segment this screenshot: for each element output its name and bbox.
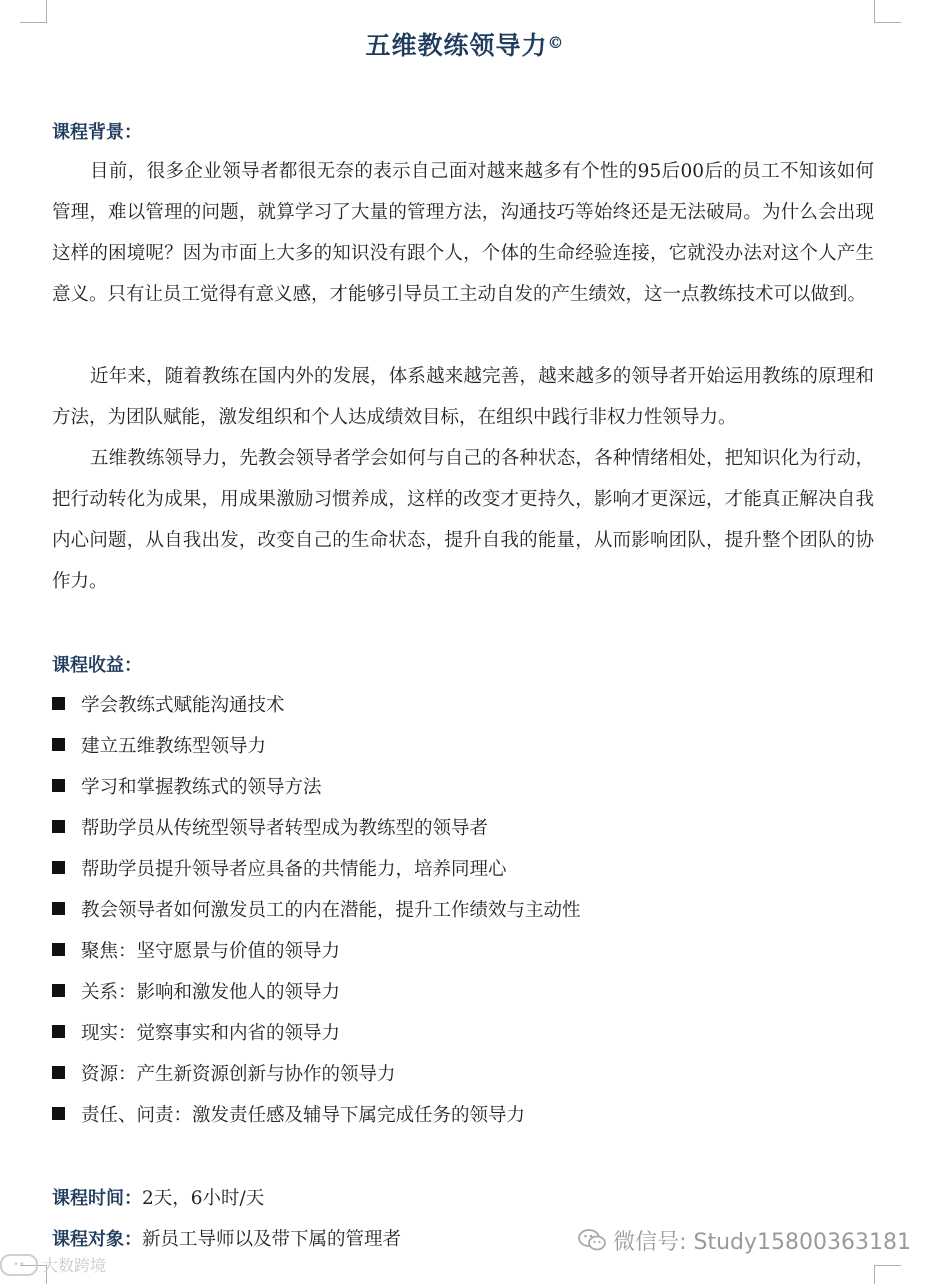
square-bullet-icon	[52, 820, 65, 833]
wechat-watermark	[577, 1222, 911, 1258]
copyright-symbol: ©	[547, 33, 565, 52]
title-text: 五维教练领导力	[365, 31, 548, 60]
background-paragraph-2: 近年来，随着教练在国内外的发展，体系越来越完善，越来越多的领导者开始运用教练的原理和方法，为团队赋能，激发组织和个人达成绩效目标，在组织中践行非权力性领导力。	[52, 366, 874, 428]
square-bullet-icon	[52, 1107, 65, 1120]
list-item: 聚焦：坚守愿景与价值的领导力	[52, 929, 581, 970]
course-time	[52, 1184, 264, 1210]
watermark-text: 微信号: Study15800363181	[613, 1229, 911, 1255]
benefits-heading: 课程收益：	[52, 655, 142, 676]
list-item: 学会教练式赋能沟通技术	[52, 683, 581, 724]
list-item: 现实：觉察事实和内省的领导力	[52, 1011, 581, 1052]
square-bullet-icon	[52, 902, 65, 915]
brand-logo	[0, 1253, 106, 1276]
square-bullet-icon	[52, 943, 65, 956]
square-bullet-icon	[52, 738, 65, 751]
brand-logo-icon: ••	[0, 1254, 38, 1276]
course-time-label: 课程时间：	[52, 1188, 142, 1209]
background-paragraph-1: 目前，很多企业领导者都很无奈的表示自己面对越来越多有个性的95后00后的员工不知该如何管理，难以管理的问题，就算学习了大量的管理方法，沟通技巧等始终还是无法破局。为什么会出现这样的困境呢？因为市面上大多的知识没有跟个人，个体的生命经验连接，它就没办法对这个人产生意义。只有让员工觉得有意义感，才能够引导员工主动自发的产生绩效，这一点教练技术可以做到。	[52, 161, 874, 305]
brand-logo-text: 大数跨境	[42, 1256, 107, 1275]
square-bullet-icon	[52, 1025, 65, 1038]
list-item: 帮助学员提升领导者应具备的共情能力，培养同理心	[52, 847, 581, 888]
crop-mark-bottom-right	[874, 1265, 901, 1284]
course-audience-value: 新员工导师以及带下属的管理者	[142, 1229, 402, 1250]
crop-mark-top-right	[874, 0, 901, 23]
crop-mark-top-left	[20, 0, 47, 23]
square-bullet-icon	[52, 861, 65, 874]
course-time-value: 2天，6小时/天	[142, 1188, 265, 1209]
wechat-icon	[577, 1227, 607, 1253]
background-paragraph-3: 五维教练领导力，先教会领导者学会如何与自己的各种状态，各种情绪相处，把知识化为行动，把行动转化为成果，用成果激励习惯养成，这样的改变才更持久，影响才更深远，才能真正解决自我内心问题，从自我出发，改变自己的生命状态，提升自我的能量，从而影响团队，提升整个团队的协作力。	[52, 448, 874, 592]
square-bullet-icon	[52, 984, 65, 997]
list-item: 责任、问责：激发责任感及辅导下属完成任务的领导力	[52, 1093, 581, 1134]
square-bullet-icon	[52, 1066, 65, 1079]
list-item: 学习和掌握教练式的领导方法	[52, 765, 581, 806]
square-bullet-icon	[52, 697, 65, 710]
background-heading: 课程背景：	[52, 122, 142, 143]
list-item: 关系：影响和激发他人的领导力	[52, 970, 581, 1011]
list-item: 教会领导者如何激发员工的内在潜能，提升工作绩效与主动性	[52, 888, 581, 929]
document-title	[52, 26, 878, 62]
list-item: 资源：产生新资源创新与协作的领导力	[52, 1052, 581, 1093]
list-item: 建立五维教练型领导力	[52, 724, 581, 765]
benefits-list	[52, 683, 581, 1134]
course-audience	[52, 1225, 401, 1251]
list-item: 帮助学员从传统型领导者转型成为教练型的领导者	[52, 806, 581, 847]
square-bullet-icon	[52, 779, 65, 792]
course-audience-label: 课程对象：	[52, 1229, 142, 1250]
